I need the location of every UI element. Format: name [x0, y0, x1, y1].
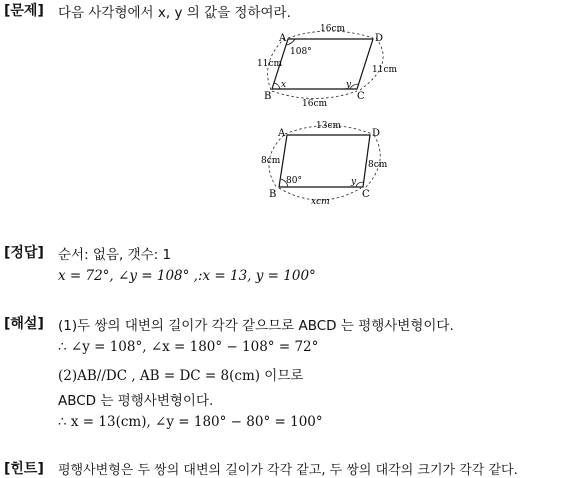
- fig2-vertex-a: A: [278, 128, 286, 139]
- fig1-vertex-c: C: [357, 91, 365, 102]
- fig2-angle-80: 80°: [286, 176, 302, 186]
- fig1-quadrilateral: [272, 39, 373, 89]
- fig1-right-length: 11cm: [372, 65, 398, 75]
- fig1-bottom-length: 16cm: [302, 99, 328, 109]
- explanation-line-2: ∴ ∠y = 108°, ∠x = 180° − 108° = 72°: [58, 339, 319, 355]
- problem-tag: [문제]: [4, 3, 44, 19]
- answer-meta: 순서: 없음, 갯수: 1: [58, 247, 172, 263]
- problem-text: 다음 사각형에서 x, y 의 값을 정하여라.: [58, 5, 291, 21]
- fig2-top-length: 13cm: [316, 121, 342, 131]
- fig1-angle-b-arc: [274, 83, 280, 89]
- fig1-left-arc: [268, 38, 285, 90]
- fig1-left-length: 11cm: [257, 59, 283, 69]
- figure-2: [261, 121, 388, 207]
- fig2-vertex-b: B: [269, 189, 277, 200]
- fig1-top-length: 16cm: [320, 24, 346, 34]
- hint-text: 평행사변형은 두 쌍의 대변의 길이가 각각 같고, 두 쌍의 대각의 크기가 각각 같다.: [58, 463, 518, 478]
- fig1-angle-a-arc: [286, 39, 295, 45]
- fig1-right-arc: [360, 38, 383, 90]
- explanation-line-3: (2)AB//DC , AB = DC = 8(cm) 이므로: [58, 368, 304, 384]
- fig2-y-label: y: [351, 177, 357, 187]
- explanation-line-1: (1)두 쌍의 대변의 길이가 각각 같으므로 ABCD 는 평행사변형이다.: [58, 318, 454, 334]
- fig1-angle-c-arc: [350, 84, 359, 89]
- fig2-vertex-d: D: [372, 128, 381, 139]
- fig2-right-length: 8cm: [368, 160, 388, 170]
- figure-1: [257, 24, 397, 109]
- fig2-bottom-length: xcm: [311, 197, 330, 207]
- fig2-vertex-c: C: [362, 189, 370, 200]
- answer-tag: [정답]: [4, 245, 44, 261]
- fig2-top-arc: [285, 126, 372, 135]
- fig2-angle-c-arc: [356, 182, 364, 187]
- fig1-vertex-d: D: [375, 33, 384, 44]
- hint-tag: [힌트]: [4, 461, 44, 477]
- answer-line: x = 72°, ∠y = 108° ,:x = 13, y = 100°: [58, 268, 316, 284]
- fig2-angle-b-arc: [281, 179, 288, 187]
- fig1-angle-108: 108°: [290, 47, 312, 57]
- fig2-left-arc: [269, 135, 284, 188]
- fig1-y-label: y: [346, 80, 352, 90]
- fig2-left-length: 8cm: [261, 156, 281, 166]
- fig2-quadrilateral: [279, 135, 370, 187]
- fig1-top-arc: [288, 31, 373, 38]
- fig2-right-arc: [365, 135, 380, 188]
- fig1-vertex-a: A: [279, 33, 287, 44]
- explanation-line-4: ABCD 는 평행사변형이다.: [58, 393, 214, 409]
- fig1-vertex-b: B: [264, 91, 272, 102]
- explanation-tag: [해설]: [4, 316, 44, 332]
- fig2-bottom-arc: [279, 188, 361, 200]
- fig1-x-label: x: [281, 80, 287, 90]
- fig1-bottom-arc: [272, 91, 357, 99]
- explanation-line-5: ∴ x = 13(cm), ∠y = 180° − 80° = 100°: [58, 414, 323, 430]
